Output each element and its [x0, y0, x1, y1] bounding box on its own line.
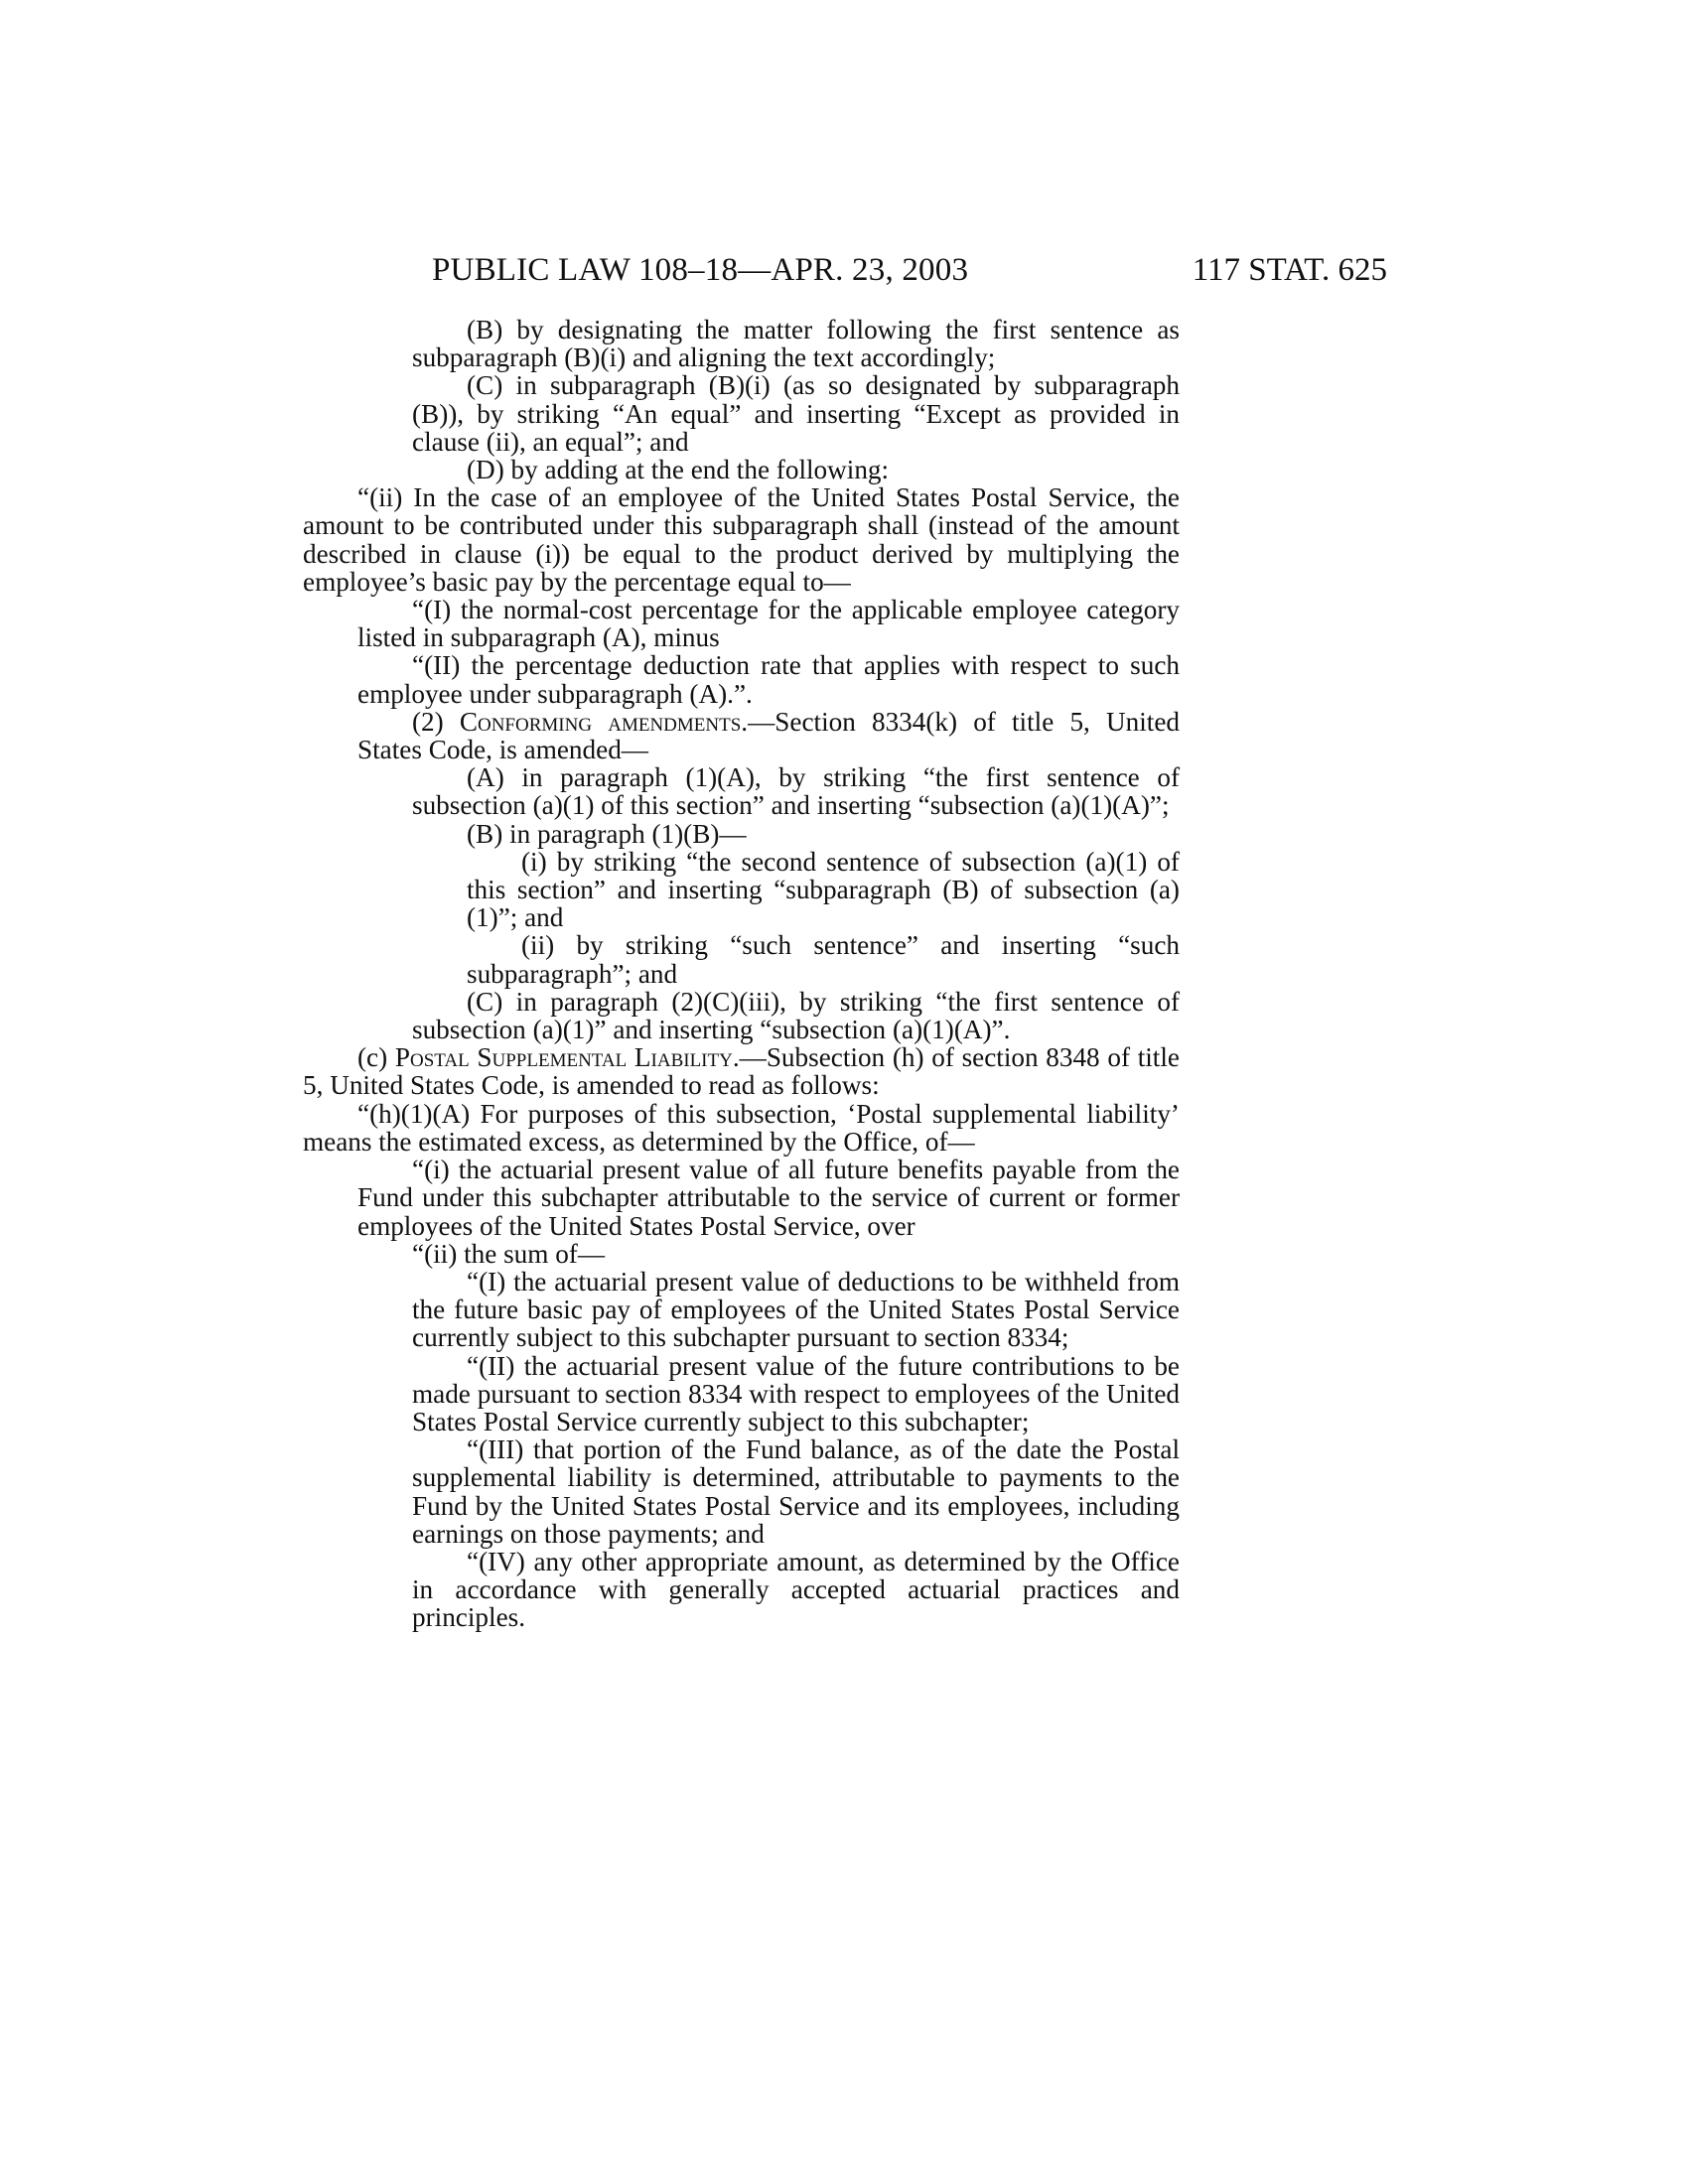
paragraph [303, 708, 1180, 763]
paragraph: (B) in paragraph (1)(B)— [467, 818, 747, 849]
paragraph: (C) in paragraph (2)(C)(iii), by striking “the first sentence of subsection (a)(1)” and inserting “subsection (a)(1)(A)”. [412, 986, 1180, 1045]
paragraph-prefix: (2) [412, 706, 460, 737]
paragraph: (D) by adding at the end the following: [467, 455, 890, 485]
paragraph-text: —Section 8334(k) of title 5, United States Code, is amended— [357, 706, 1180, 765]
paragraph: “(ii) the sum of— [412, 1238, 606, 1269]
section-heading: Conforming amendments. [459, 706, 749, 737]
document-body [303, 316, 1180, 1632]
paragraph: (B) by designating the matter following the first sentence as subparagraph (B)(i) and aligning the text accordingly; [412, 315, 1180, 373]
paragraph: (ii) by striking “such sentence” and inserting “such subparagraph”; and [467, 930, 1180, 989]
paragraph: “(ii) In the case of an employee of the United States Postal Service, the amount to be contributed under this subparagraph shall (instead of the amount described in clause (i)) be equal to the product derived by multiplying the employee’s basic pay by the percentage equal to— [303, 482, 1180, 597]
paragraph: “(II) the percentage deduction rate that applies with respect to such employee under subparagraph (A).”. [357, 650, 1180, 709]
paragraph: (A) in paragraph (1)(A), by striking “the first sentence of subsection (a)(1) of this section” and inserting “subsection (a)(1)(A)”; [412, 762, 1180, 821]
paragraph: (i) by striking “the second sentence of subsection (a)(1) of this section” and inserting “subparagraph (B) of subsection (a)(1)”; and [467, 846, 1180, 933]
section-heading: Postal Supplemental Liability. [394, 1042, 740, 1073]
paragraph: “(i) the actuarial present value of all future benefits payable from the Fund under this subchapter attributable to the service of current or former employees of the United States Postal Service, over [357, 1155, 1180, 1241]
paragraph: “(I) the actuarial present value of deductions to be withheld from the future basic pay of employees of the United States Postal Service currently subject to this subchapter pursuant to section 8334; [412, 1266, 1180, 1353]
paragraph-prefix: (c) [357, 1042, 395, 1073]
paragraph: “(III) that portion of the Fund balance, as of the date the Postal supplemental liability is determined, attributable to payments to the Fund by the United States Postal Service and its employees, including earnings on those payments; and [412, 1434, 1180, 1549]
page-header [303, 252, 1387, 292]
stat-citation: 117 STAT. 625 [1192, 252, 1387, 288]
paragraph: “(h)(1)(A) For purposes of this subsection, ‘Postal supplemental liability’ means the estimated excess, as determined by the Office, of— [303, 1098, 1180, 1157]
paragraph: “(II) the actuarial present value of the future contributions to be made pursuant to section 8334 with respect to employees of the United States Postal Service currently subject to this subchapter; [412, 1350, 1180, 1436]
paragraph-text: —Subsection (h) of section 8348 of title 5, United States Code, is amended to read as follows: [303, 1042, 1180, 1101]
paragraph [303, 1043, 1180, 1099]
paragraph: “(IV) any other appropriate amount, as determined by the Office in accordance with generally accepted actuarial practices and principles. [412, 1546, 1180, 1633]
running-title: PUBLIC LAW 108–18—APR. 23, 2003 [432, 252, 969, 288]
paragraph: (C) in subparagraph (B)(i) (as so designated by subparagraph (B)), by striking “An equal” and inserting “Except as provided in clause (ii), an equal”; and [412, 370, 1180, 457]
paragraph: “(I) the normal-cost percentage for the applicable employee category listed in subparagraph (A), minus [357, 595, 1180, 653]
